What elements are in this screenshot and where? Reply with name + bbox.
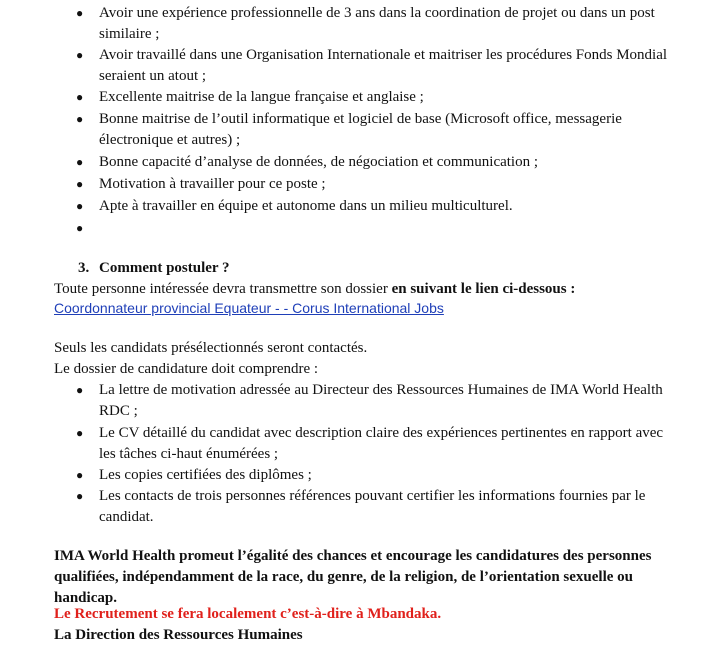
- list-item: Avoir une expérience professionnelle de 3 ans dans la coordination de projet ou dans un post similaire ;: [99, 5, 655, 42]
- list-item: Bonne maitrise de l’outil informatique et logiciel de base (Microsoft office, messagerie électronique et autres) ;: [99, 111, 622, 148]
- list-item: Les copies certifiées des diplômes ;: [99, 467, 312, 483]
- section-number: 3.: [78, 260, 90, 276]
- shortlist-note: Seuls les candidats présélectionnés seront contactés.: [54, 340, 368, 356]
- bullet-icon: ●: [76, 199, 84, 213]
- bullet-icon: ●: [76, 112, 84, 126]
- intro-text: Toute personne intéressée devra transmettre son dossier: [54, 281, 392, 297]
- bullet-icon: ●: [76, 155, 84, 169]
- bullet-icon: ●: [76, 468, 84, 482]
- bullet-icon: ●: [76, 177, 84, 191]
- list-item: Avoir travaillé dans une Organisation Internationale et maitriser les procédures Fonds Mondial seraient un atout ;: [99, 47, 668, 84]
- bullet-icon: ●: [76, 489, 84, 503]
- list-item: Les contacts de trois personnes références pouvant certifier les informations fournies par le candidat.: [99, 488, 646, 525]
- job-posting-link[interactable]: Coordonnateur provincial Equateur - - Corus International Jobs: [54, 300, 444, 316]
- intro-line: [54, 279, 575, 300]
- intro-bold-text: en suivant le lien ci-dessous :: [391, 281, 576, 297]
- list-item: Apte à travailler en équipe et autonome dans un milieu multiculturel.: [99, 198, 513, 214]
- list-item: Le CV détaillé du candidat avec description claire des expériences pertinentes en rapport avec les tâches ci-haut énumérées ;: [99, 425, 664, 462]
- list-item: Excellente maitrise de la langue française et anglaise ;: [99, 89, 424, 105]
- list-item: Bonne capacité d’analyse de données, de négociation et communication ;: [99, 154, 539, 170]
- dossier-intro: Le dossier de candidature doit comprendre :: [54, 361, 319, 377]
- bullet-icon: ●: [76, 48, 84, 62]
- bullet-icon: ●: [76, 426, 84, 440]
- section-heading: Comment postuler ?: [99, 260, 230, 276]
- bullet-icon: ●: [76, 221, 84, 235]
- equality-statement: IMA World Health promeut l’égalité des chances et encourage les candidatures des personnes qualifiées, indépendamment de la race, du genre, de la religion, de l’orientation sexuelle ou handicap.: [54, 548, 652, 606]
- bullet-icon: ●: [76, 383, 84, 397]
- recruitment-note: Le Recrutement se fera localement c’est-à-dire à Mbandaka.: [54, 606, 442, 622]
- list-item: La lettre de motivation adressée au Directeur des Ressources Humaines de IMA World Health RDC ;: [99, 382, 663, 419]
- bullet-icon: ●: [76, 6, 84, 20]
- bullet-icon: ●: [76, 90, 84, 104]
- signature: La Direction des Ressources Humaines: [54, 627, 303, 643]
- list-item: Motivation à travailler pour ce poste ;: [99, 176, 326, 192]
